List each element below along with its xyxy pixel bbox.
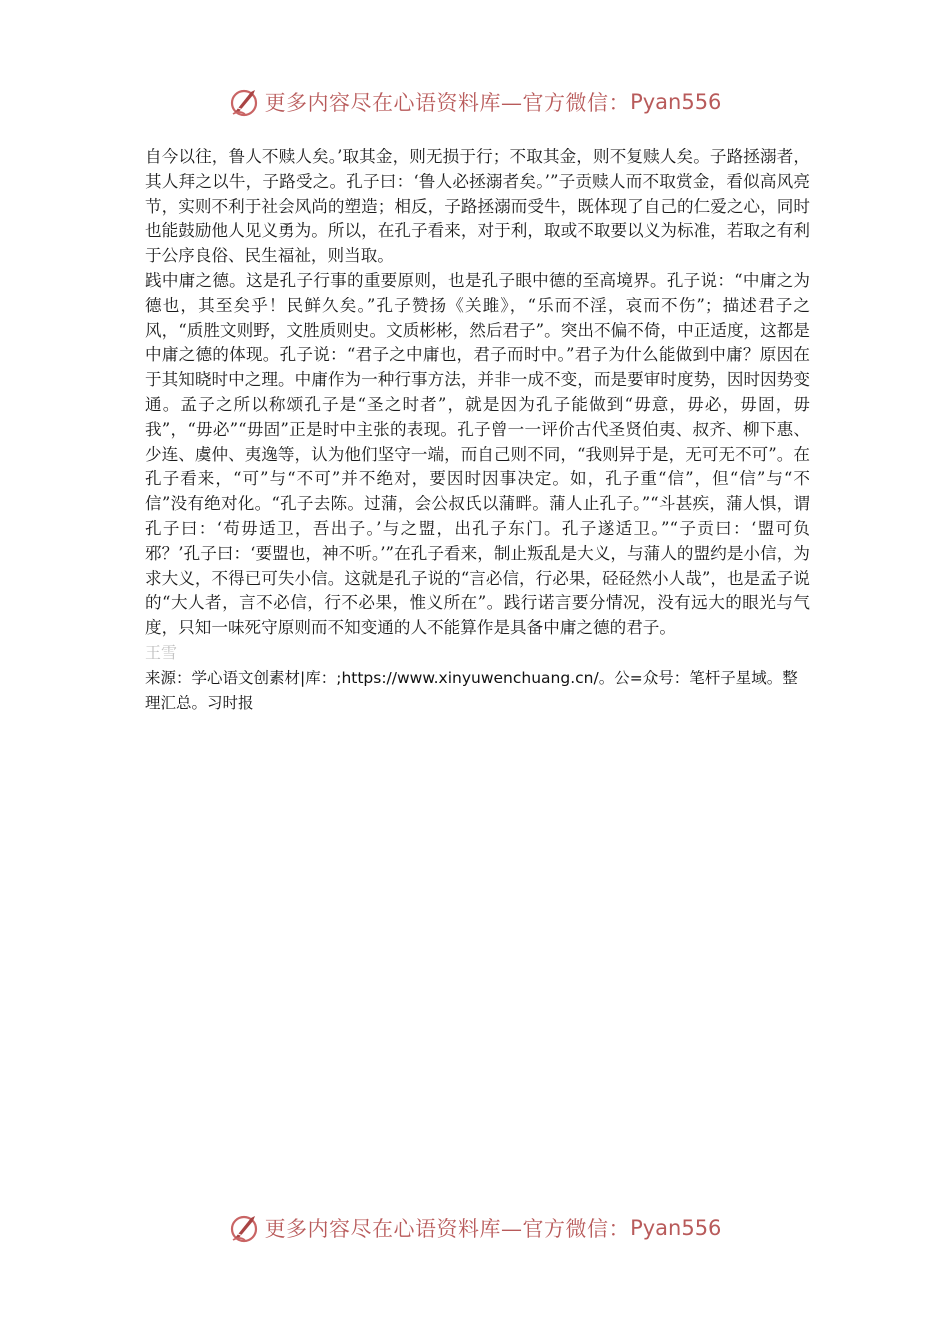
paragraph: 践中庸之德。这是孔子行事的重要原则，也是孔子眼中德的至高境界。孔子说：“中庸之为德也，其至矣乎！民鲜久矣。”孔子赞扬《关雎》，“乐而不淫，哀而不伤”；描述君子之风，“质胜文则野，文胜质则史。文质彬彬，然后君子”。突出不偏不倚，中正适度，这都是中庸之德的体现。孔子说：“君子之中庸也，君子而时中。”君子为什么能做到中庸？原因在于其知晓时中之理。中庸作为一种行事方法，并非一成不变，而是要审时度势，因时因势变通。孟子之所以称颂孔子是“圣之时者”，就是因为孔子能做到“毋意，毋必，毋固，毋我”，“毋必”“毋固”正是时中主张的表现。孔子曾一一评价古代圣贤伯夷、叔齐、柳下惠、少连、虞仲、夷逸等，认为他们坚守一端，而自己则不同，“我则异于是，无可无不可”。在孔子看来，“可”与“不可”并不绝对，要因时因事决定。如，孔子重“信”，但“信”与“不信”没有绝对化。“孔子去陈。过蒲，会公叔氏以蒲畔。蒲人止孔子。”“斗甚疾，蒲人惧，谓孔子曰：‘苟毋适卫，吾出子。’与之盟，出孔子东门。孔子遂适卫。”“子贡曰：‘盟可负邪？’孔子曰：‘要盟也，神不听。’”在孔子看来，制止叛乱是大义，与蒲人的盟约是小信，为求大义，不得已可失小信。这就是孔子说的“言必信，行必果，硁硁然小人哉”，也是孟子说的“大人者，言不必信，行不必果，惟义所在”。践行诺言要分情况，没有远大的眼光与气度，只知一味死守原则而不知变通的人不能算作是具备中庸之德的君子。	[145, 270, 810, 638]
source-note: 来源：学心语文创素材|库：;https://www.xinyuwenchuang.cn/。公=众号：笔杆子星域。整理汇总。习时报	[145, 668, 798, 712]
paragraph: 自今以往，鲁人不赎人矣。’取其金，则无损于行；不取其金，则不复赎人矣。子路拯溺者，其人拜之以牛，子路受之。孔子曰：‘鲁人必拯溺者矣。’”子贡赎人而不取赏金，看似高风亮节，实则不利于社会风尚的塑造；相反，子路拯溺而受牛，既体现了自己的仁爱之心，同时也能鼓励他人见义勇为。所以，在孔子看来，对于利，取或不取要以义为标准，若取之有利于公序良俗、民生福祉，则当取。	[145, 147, 810, 266]
header-banner-text: 更多内容尽在心语资料库—官方微信：	[264, 91, 631, 115]
footer-banner-text: 更多内容尽在心语资料库—官方微信：	[264, 1217, 631, 1241]
footer-banner-wechat-id: Pyan556	[630, 1216, 722, 1240]
quill-pen-logo-icon	[229, 1212, 261, 1244]
article-body	[145, 145, 810, 715]
quill-pen-logo-icon	[229, 86, 261, 118]
footer-banner	[0, 1208, 950, 1248]
header-banner-wechat-id: Pyan556	[630, 90, 722, 114]
author-name: 王雪	[145, 642, 178, 662]
header-banner	[0, 82, 950, 122]
